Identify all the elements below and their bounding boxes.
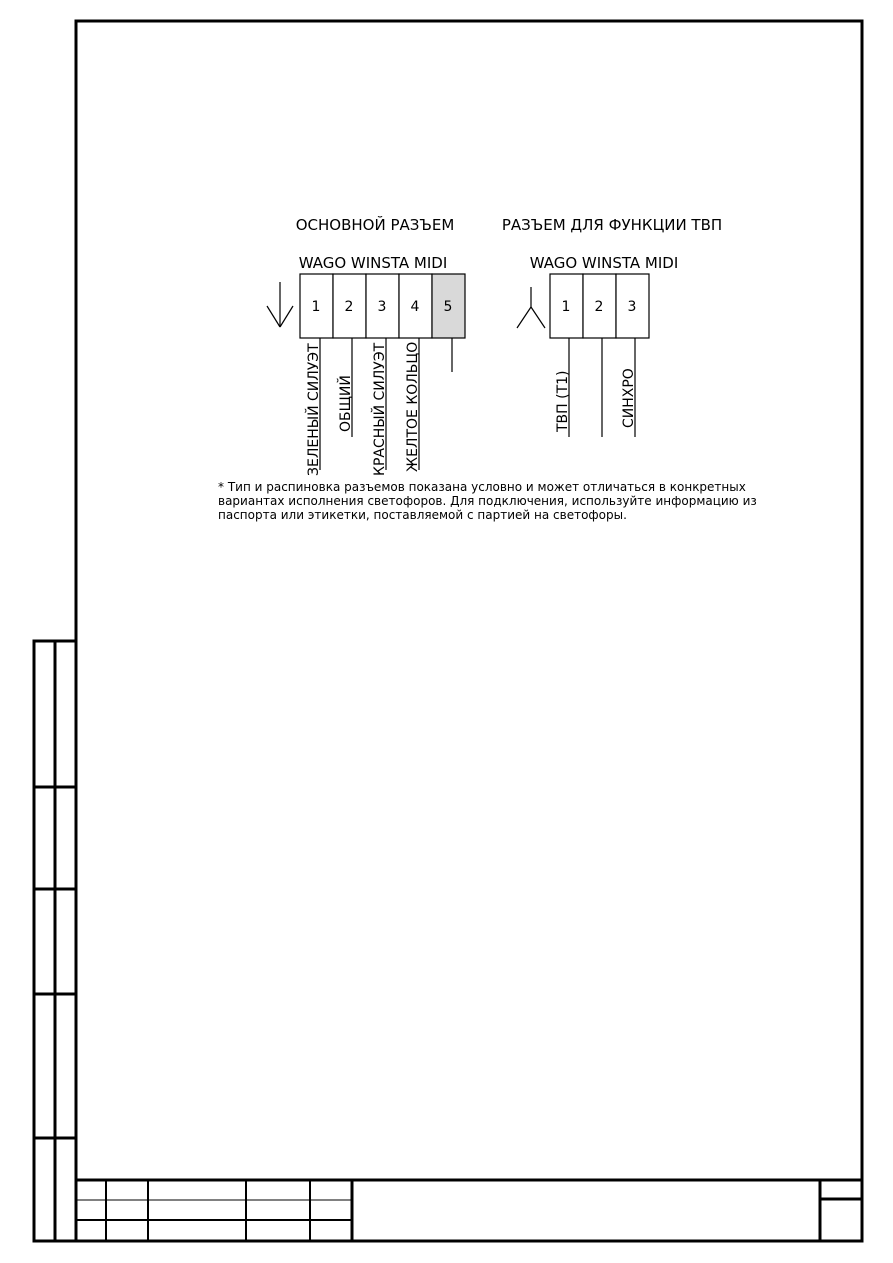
side-stamp [34, 641, 76, 1241]
tvp-pin-3-number: 3 [627, 299, 637, 315]
wire-label-yellow: ЖЕЛТОЕ КОЛЬЦО [405, 341, 421, 472]
main-pin-5-number: 5 [443, 299, 453, 315]
main-connector-title: ОСНОВНОЙ РАЗЪЕМ [295, 216, 455, 234]
sheet-frame [76, 21, 862, 1241]
wire-label-green: ЗЕЛЕНЫЙ СИЛУЭТ [306, 343, 322, 476]
title-block [76, 1180, 862, 1241]
tvp-pin-2-number: 2 [594, 299, 604, 315]
plug-arrow-icon [267, 282, 293, 327]
wire-label-common: ОБЩИЙ [338, 375, 354, 432]
tvp-connector-model: WAGO WINSTA MIDI [529, 254, 679, 272]
wire-label-sync: СИНХРО [621, 368, 637, 428]
tvp-pin-1-number: 1 [561, 299, 571, 315]
main-pin-3-number: 3 [377, 299, 387, 315]
main-pin-2-number: 2 [344, 299, 354, 315]
main-pin-4-number: 4 [410, 299, 420, 315]
main-connector-model: WAGO WINSTA MIDI [298, 254, 448, 272]
main-pin-1-number: 1 [311, 299, 321, 315]
wire-label-tvp: ТВП (Т1) [555, 370, 571, 432]
footnote: * Тип и распиновка разъемов показана условно и может отличаться в конкретных вариантах исполнения светофоров. Для подключения, используйте информацию из паспорта или этикетки, поставляемой с партией на светофоры. [218, 480, 757, 522]
socket-icon [517, 287, 545, 328]
tvp-connector-title: РАЗЪЕМ ДЛЯ ФУНКЦИИ ТВП [501, 216, 723, 234]
wire-label-red: КРАСНЫЙ СИЛУЭТ [372, 342, 388, 476]
